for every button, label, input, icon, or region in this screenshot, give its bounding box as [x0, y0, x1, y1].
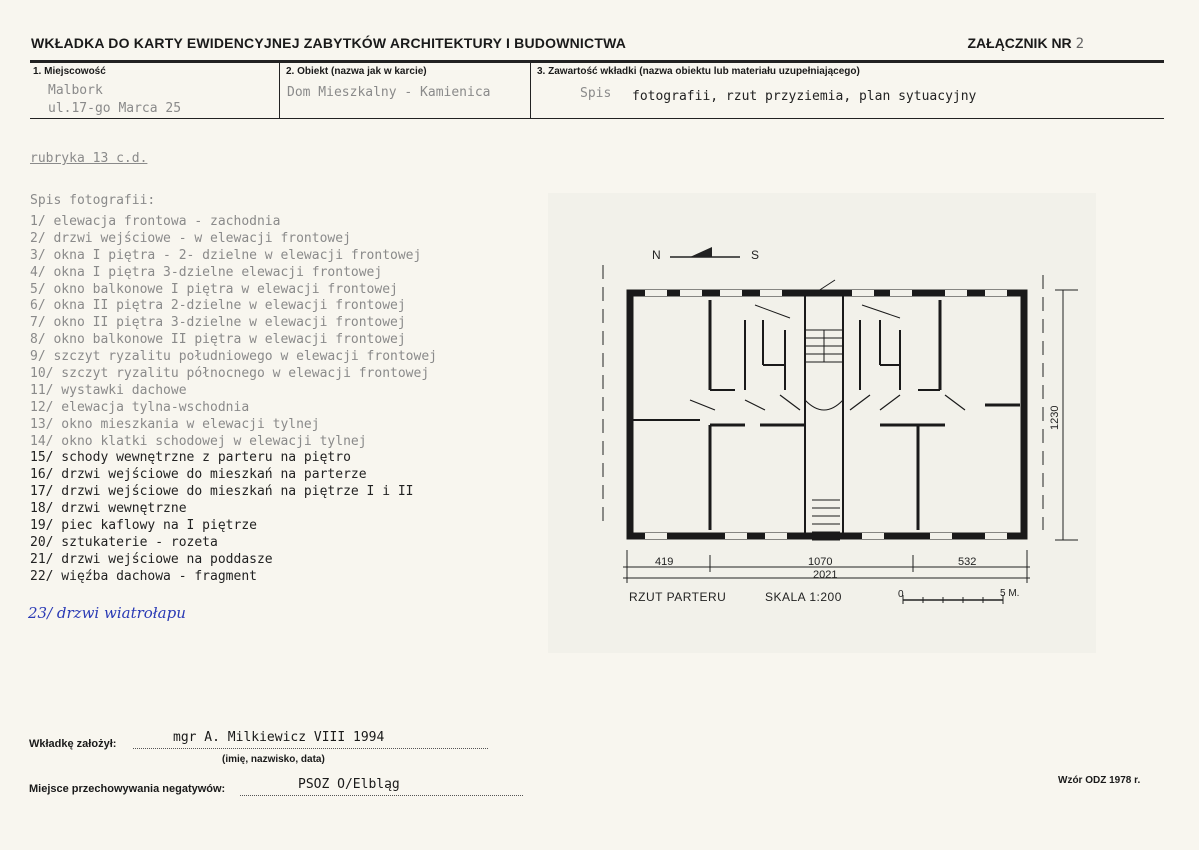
col-content-label: 3. Zawartość wkładki (nazwa obiektu lub materiału uzupełniającego) [537, 66, 860, 77]
list-item: 4/ okna I piętra 3-dzielne elewacji frontowej [30, 264, 383, 280]
created-by-hint: (imię, nazwisko, data) [222, 754, 325, 765]
list-item: 22/ więźba dachowa - fragment [30, 568, 257, 584]
created-by-label: Wkładkę założył: [29, 738, 117, 750]
list-item: 17/ drzwi wejściowe do mieszkań na piętrze I i II [30, 484, 414, 500]
list-item: 6/ okna II piętra 2-dzielne w elewacji frontowej [30, 298, 406, 314]
col-object-label: 2. Obiekt (nazwa jak w karcie) [286, 66, 427, 77]
plan-caption: RZUT PARTERU [629, 590, 727, 604]
plan-walls [630, 280, 1024, 540]
scale-start: 0 [898, 589, 904, 600]
scale-bar-icon [903, 595, 1003, 604]
created-by-value: mgr A. Milkiewicz VIII 1994 [173, 730, 385, 745]
rubric-label: rubryka 13 c.d. [30, 151, 148, 166]
plan-scale-label: SKALA 1:200 [765, 590, 842, 604]
object-name: Dom Mieszkalny - Kamienica [287, 85, 491, 100]
list-item: 8/ okno balkonowe II piętra w elewacji frontowej [30, 332, 406, 348]
attachment-label: ZAŁĄCZNIK NR [967, 35, 1072, 51]
locality-town: Malbork [48, 83, 103, 98]
storage-dotted-line [240, 795, 523, 796]
storage-value: PSOZ O/Elbląg [298, 777, 400, 792]
list-item: 2/ drzwi wejściowe - w elewacji frontowej [30, 230, 351, 246]
list-item: 20/ sztukaterie - rozeta [30, 534, 218, 550]
plan-windows [645, 290, 1007, 539]
plan-south-label: S [751, 248, 760, 262]
photo-list-title: Spis fotografii: [30, 193, 156, 208]
attachment-value: 2 [1075, 36, 1084, 52]
storage-label: Miejsce przechowywania negatywów: [29, 783, 226, 795]
form-reference: Wzór ODZ 1978 r. [1058, 775, 1141, 786]
dim-right: 532 [958, 556, 977, 568]
content-value: fotografii, rzut przyziemia, plan sytuacyjny [632, 89, 977, 104]
list-item: 19/ piec kaflowy na I piętrze [30, 518, 257, 534]
plan-north-label: N [652, 248, 661, 262]
list-item: 16/ drzwi wejściowe do mieszkań na parterze [30, 467, 367, 483]
north-arrow-head-icon [690, 247, 712, 257]
list-item: 3/ okna I piętra - 2- dzielne w elewacji frontowej [30, 247, 422, 263]
list-item: 11/ wystawki dachowe [30, 382, 187, 398]
list-item: 15/ schody wewnętrzne z parteru na piętro [30, 450, 351, 466]
list-item: 7/ okno II piętra 3-dzielne w elewacji frontowej [30, 315, 406, 331]
list-item: 13/ okno mieszkania w elewacji tylnej [30, 416, 320, 432]
col-locality-label: 1. Miejscowość [33, 66, 106, 77]
list-item: 14/ okno klatki schodowej w elewacji tylnej [30, 433, 367, 449]
dim-total: 2021 [813, 569, 838, 581]
list-item: 12/ elewacja tylna-wschodnia [30, 399, 250, 415]
content-prefix: Spis [580, 86, 612, 101]
list-item: 9/ szczyt ryzalitu południowego w elewacji frontowej [30, 349, 437, 365]
created-by-dotted-line [133, 748, 488, 749]
dim-height: 1230 [1049, 405, 1061, 430]
list-item: 5/ okno balkonowe I piętra w elewacji frontowej [30, 281, 398, 297]
handwritten-list-item: 23/ drzwi wiatrołapu [28, 604, 186, 622]
document-title: WKŁADKA DO KARTY EWIDENCYJNEJ ZABYTKÓW ARCHITEKTURY I BUDOWNICTWA [31, 35, 627, 51]
scale-end: 5 M. [1000, 588, 1020, 599]
dim-middle: 1070 [808, 556, 833, 568]
list-item: 10/ szczyt ryzalitu północnego w elewacji frontowej [30, 366, 430, 382]
dim-left: 419 [655, 556, 674, 568]
list-item: 18/ drzwi wewnętrzne [30, 501, 187, 517]
list-item: 21/ drzwi wejściowe na poddasze [30, 551, 273, 567]
locality-street: ul.17-go Marca 25 [48, 101, 182, 116]
list-item: 1/ elewacja frontowa - zachodnia [30, 214, 281, 229]
